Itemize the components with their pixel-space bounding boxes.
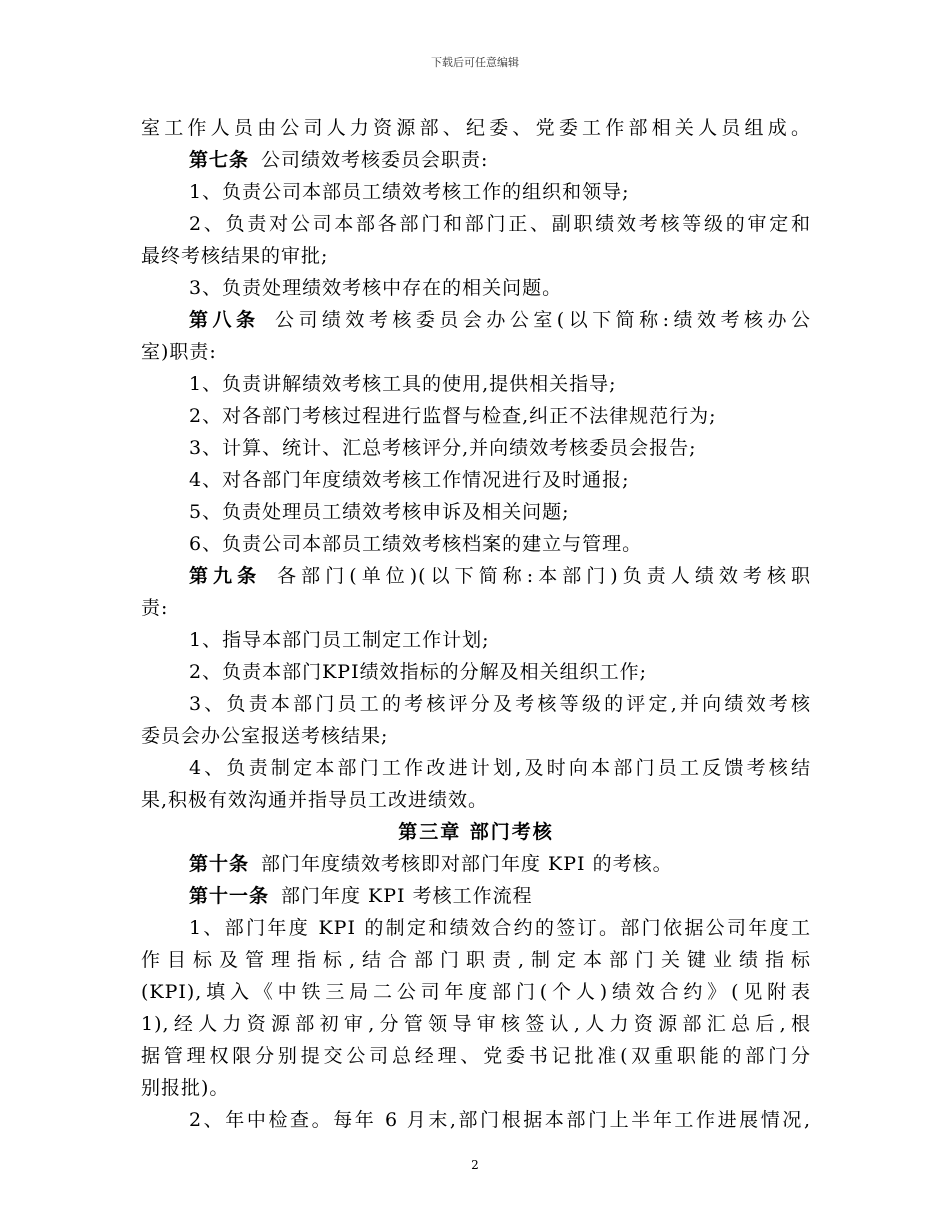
list-item: 6、负责公司本部员工绩效考核档案的建立与管理。 [189,533,643,555]
list-item: 2、负责对公司本部各部门和部门正、副职绩效考核等级的审定和 [189,213,811,235]
article-9 [141,560,811,592]
list-item: 1、负责公司本部员工绩效考核工作的组织和领导; [189,181,630,203]
list-item: 2、对各部门考核过程进行监督与检查,纠正不法律规范行为; [189,405,717,427]
list-item: 4、负责制定本部门工作改进计划,及时向本部门员工反馈考核结 [189,757,811,779]
article-text: 部门年度绩效考核即对部门年度 KPI 的考核。 [261,853,673,875]
list-item: 1、部门年度 KPI 的制定和绩效合约的签订。部门依据公司年度工 [189,917,811,939]
article-text: 各部门(单位)(以下简称:本部门)负责人绩效考核职 [273,565,811,587]
article-title: 第十一条 [189,885,270,907]
list-item-continuation: 果,积极有效沟通并指导员工改进绩效。 [141,789,489,811]
article-text: 公司绩效考核委员会职责: [261,149,489,171]
list-item: 1、负责讲解绩效考核工具的使用,提供相关指导; [189,373,617,395]
list-item: 5、负责处理员工绩效考核申诉及相关问题; [189,501,570,523]
document-body [141,112,811,1136]
list-item-continuation: 最终考核结果的审批; [141,245,329,267]
list-item: 1、指导本部门员工制定工作计划; [189,629,490,651]
list-item-continuation: 委员会办公室报送考核结果; [141,725,389,747]
list-item: 2、负责本部门KPI绩效指标的分解及相关组织工作; [189,661,647,683]
article-8 [141,304,811,336]
article-text-continuation: 责: [141,597,169,619]
article-text: 部门年度 KPI 考核工作流程 [281,885,533,907]
list-item-continuation: 据管理权限分别提交公司总经理、党委书记批准(双重职能的部门分 [141,1045,811,1067]
list-item: 3、负责本部门员工的考核评分及考核等级的评定,并向绩效考核 [189,693,811,715]
article-title: 第十条 [189,853,250,875]
list-item: 3、负责处理绩效考核中存在的相关问题。 [189,277,563,299]
article-7 [141,144,811,176]
article-title: 第八条 [189,309,260,331]
article-11 [141,880,811,912]
list-item-continuation: 作目标及管理指标,结合部门职责,制定本部门关键业绩指标 [141,949,811,971]
list-item-continuation: (KPI),填入《中铁三局二公司年度部门(个人)绩效合约》(见附表 [141,981,811,1003]
article-text-continuation: 室)职责: [141,341,217,363]
article-10 [141,848,811,880]
page-header: 下载后可任意编辑 [431,56,519,69]
list-item: 4、对各部门年度绩效考核工作情况进行及时通报; [189,469,630,491]
paragraph-line: 室工作人员由公司人力资源部、纪委、党委工作部相关人员组成。 [141,117,811,139]
article-title: 第七条 [189,149,250,171]
chapter-heading: 第三章 部门考核 [398,821,554,843]
page-number: 2 [471,1158,479,1172]
article-text: 公司绩效考核委员会办公室(以下简称:绩效考核办公 [271,309,811,331]
list-item: 3、计算、统计、汇总考核评分,并向绩效考核委员会报告; [189,437,697,459]
list-item: 2、年中检查。每年 6 月末,部门根据本部门上半年工作进展情况, [189,1109,811,1131]
list-item-continuation: 1),经人力资源部初审,分管领导审核签认,人力资源部汇总后,根 [141,1013,811,1035]
article-title: 第九条 [189,565,262,587]
list-item-continuation: 别报批)。 [141,1077,230,1099]
